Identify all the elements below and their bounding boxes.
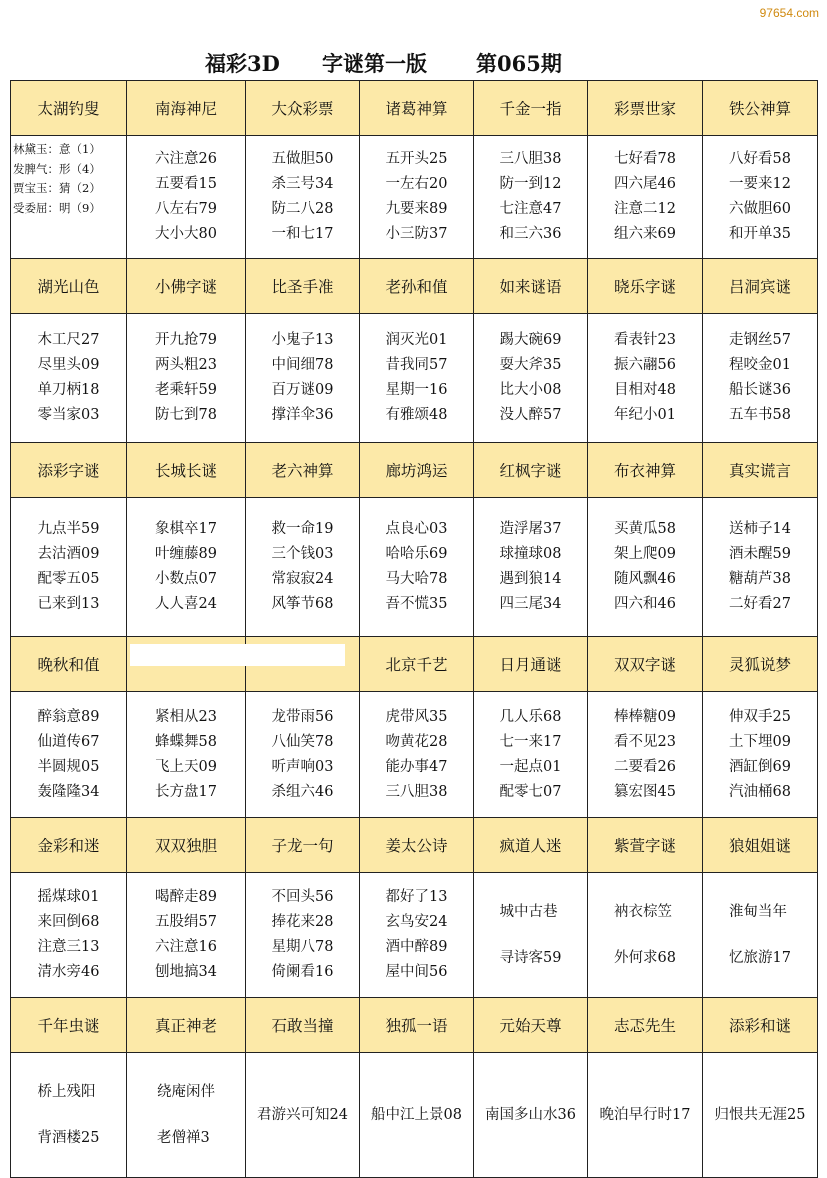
- riddle-line: 归恨共无涯25: [714, 1106, 806, 1123]
- riddle-line: 小三防37: [385, 226, 448, 242]
- riddle-line: 五做胆50: [271, 151, 334, 167]
- riddle-line: 酒缸倒69: [729, 758, 791, 775]
- riddle-line: 九要来89: [385, 201, 448, 217]
- riddle-line: 防一到12: [499, 176, 562, 192]
- riddle-line: 刨地搞34: [155, 964, 217, 980]
- riddle-cell: [11, 873, 127, 998]
- riddle-cell: [588, 873, 703, 998]
- riddle-line: 老僧禅3: [157, 1130, 210, 1146]
- column-header: 大众彩票: [246, 81, 360, 136]
- riddle-line: 都好了13: [385, 889, 448, 905]
- riddle-line: 轰隆隆34: [37, 783, 100, 800]
- riddle-cell: [474, 314, 588, 443]
- riddle-line: 四六和46: [614, 596, 676, 612]
- riddle-cell: [474, 692, 588, 818]
- riddle-line: 忆旅游17: [729, 950, 791, 966]
- column-header: 添彩和谜: [703, 998, 818, 1053]
- riddle-line: 木工尺27: [37, 332, 100, 348]
- header-row: [11, 81, 818, 136]
- riddle-line: 外何求68: [614, 950, 676, 966]
- riddle-cell: [246, 873, 360, 998]
- riddle-cell: [360, 136, 474, 259]
- riddle-line: 半圆规05: [37, 758, 100, 775]
- riddle-cell: [11, 498, 127, 637]
- riddle-line: 已来到13: [37, 596, 100, 612]
- column-header: 紫萱字谜: [588, 818, 703, 873]
- riddle-cell: [474, 498, 588, 637]
- riddle-line: 吾不慌35: [385, 596, 448, 612]
- riddle-line: 六注意16: [155, 939, 217, 955]
- riddle-line: 城中古巷: [499, 904, 558, 920]
- header-row: [11, 443, 818, 498]
- riddle-cell: [246, 314, 360, 443]
- column-header: 老六神算: [246, 443, 360, 498]
- column-header: 千年虫谜: [11, 998, 127, 1053]
- riddle-line: 三个钱03: [271, 546, 334, 562]
- riddle-line: 糖葫芦38: [729, 571, 791, 587]
- riddle-cell: [11, 314, 127, 443]
- riddle-cell: [703, 873, 818, 998]
- title-name: 字谜第一版: [322, 51, 427, 76]
- column-header: 金彩和迷: [11, 818, 127, 873]
- header-row: [11, 998, 818, 1053]
- riddle-line: 淮甸当年: [729, 904, 788, 920]
- riddle-line: 玄鸟安24: [385, 914, 448, 930]
- riddle-line: 零当家03: [37, 407, 100, 423]
- riddle-line: 四三尾34: [499, 596, 562, 612]
- column-header: 真正神老: [127, 998, 246, 1053]
- riddle-cell: [588, 136, 703, 259]
- riddle-line: 三八胆38: [385, 783, 448, 800]
- riddle-line: 星期一16: [385, 382, 448, 398]
- riddle-cell: [703, 314, 818, 443]
- riddle-cell: [474, 873, 588, 998]
- riddle-line: 捧花来28: [271, 914, 334, 930]
- riddle-line: 程咬金01: [729, 357, 791, 373]
- column-header: 添彩字谜: [11, 443, 127, 498]
- riddle-line: 仙道传67: [37, 733, 100, 750]
- riddle-cell: [703, 1053, 818, 1178]
- riddle-line: 背酒楼25: [37, 1130, 100, 1146]
- riddle-line: 五车书58: [729, 407, 791, 423]
- column-header: 元始天尊: [474, 998, 588, 1053]
- riddle-line: 象棋卒17: [155, 521, 217, 537]
- column-header: 小佛字谜: [127, 259, 246, 314]
- riddle-line: 撑洋伞36: [271, 407, 334, 423]
- riddle-line: 踢大碗69: [499, 332, 562, 348]
- riddle-line: 八仙笑78: [271, 733, 334, 750]
- riddle-line: 酒中醉89: [385, 939, 448, 955]
- riddle-line: 棒棒糖09: [614, 708, 676, 725]
- column-header: 子龙一句: [246, 818, 360, 873]
- riddle-line: 目相对48: [614, 382, 676, 398]
- column-header: 长城长谜: [127, 443, 246, 498]
- riddle-line: 喝醉走89: [155, 889, 217, 905]
- column-header: 千金一指: [474, 81, 588, 136]
- riddle-line: 七一来17: [499, 733, 562, 750]
- riddle-line: 虎带风35: [385, 708, 448, 725]
- column-header: 如来谜语: [474, 259, 588, 314]
- riddle-line: 昔我同57: [385, 357, 448, 373]
- riddle-cell: [588, 314, 703, 443]
- riddle-line: 寻诗客59: [499, 950, 562, 966]
- column-header: 真实谎言: [703, 443, 818, 498]
- riddle-line: 防七到78: [155, 407, 217, 423]
- riddle-cell: [127, 692, 246, 818]
- riddle-row: [11, 1053, 818, 1178]
- riddle-line: 五股绢57: [155, 914, 217, 930]
- riddle-line: 晚泊早行时17: [599, 1106, 691, 1123]
- riddle-line: 衲衣棕笠: [614, 904, 673, 920]
- riddle-line: 和三六36: [499, 226, 562, 242]
- riddle-cell: [127, 498, 246, 637]
- riddle-line: 一左右20: [385, 176, 448, 192]
- riddle-line: 造浮屠37: [499, 521, 562, 537]
- riddle-line: 百万谜09: [271, 382, 334, 398]
- riddle-line: 屋中间56: [385, 964, 448, 980]
- title-brand: 福彩3D: [205, 51, 280, 76]
- column-header: 南海神尼: [127, 81, 246, 136]
- riddle-line: 醉翁意89: [37, 708, 100, 725]
- riddle-line: 注意三13: [37, 939, 100, 955]
- riddle-line: 绕庵闲伴: [157, 1084, 215, 1100]
- column-header: 比圣手准: [246, 259, 360, 314]
- column-header: 彩票世家: [588, 81, 703, 136]
- riddle-cell: [127, 314, 246, 443]
- riddle-cell: [703, 498, 818, 637]
- title-issue: 第065期: [476, 51, 562, 76]
- riddle-cell: [360, 498, 474, 637]
- riddle-line: 二要看26: [614, 758, 676, 775]
- riddle-line: 八好看58: [729, 151, 791, 167]
- riddle-line: 和开单35: [729, 226, 791, 242]
- riddle-line: 哈哈乐69: [385, 546, 448, 562]
- riddle-cell: [127, 1053, 246, 1178]
- riddle-row: [11, 314, 818, 443]
- riddle-line: 土下埋09: [729, 733, 791, 750]
- header-row: [11, 259, 818, 314]
- riddle-line: 汽油桶68: [729, 783, 791, 800]
- riddle-line: 五开头25: [385, 151, 448, 167]
- riddle-line: 来回倒68: [37, 914, 100, 930]
- riddle-line: 七注意47: [499, 201, 562, 217]
- site-watermark: 97654.com: [759, 6, 819, 20]
- column-header: 志忑先生: [588, 998, 703, 1053]
- riddle-line: 听声响03: [271, 758, 334, 775]
- riddle-line: 有雅颂48: [385, 407, 448, 423]
- riddle-line: 润灭光01: [385, 332, 448, 348]
- riddle-line: 不回头56: [271, 889, 334, 905]
- riddle-cell: [11, 1053, 127, 1178]
- column-header: 日月通谜: [474, 637, 588, 692]
- riddle-cell: [360, 692, 474, 818]
- riddle-line: 吻黄花28: [385, 733, 448, 750]
- riddle-cell: [246, 498, 360, 637]
- riddle-line: 救一命19: [271, 521, 334, 537]
- riddle-line: 老乘轩59: [155, 382, 217, 398]
- riddle-cell: [588, 498, 703, 637]
- riddle-line: 防二八28: [271, 201, 334, 217]
- riddle-line: 一和七17: [271, 226, 334, 242]
- riddle-line: 南国多山水36: [485, 1106, 576, 1123]
- riddle-line: 一起点01: [499, 758, 562, 775]
- column-header: 疯道人迷: [474, 818, 588, 873]
- riddle-line: 尽里头09: [37, 357, 100, 373]
- riddle-line: 飞上天09: [155, 758, 217, 775]
- riddle-line: 配零七07: [499, 783, 562, 800]
- riddle-cell: [246, 136, 360, 259]
- riddle-line: 点良心03: [385, 521, 448, 537]
- riddle-line: 小数点07: [155, 571, 217, 587]
- riddle-line: 七好看78: [614, 151, 676, 167]
- column-header: 双双字谜: [588, 637, 703, 692]
- riddle-line: 大小大80: [155, 226, 217, 242]
- column-header: 布衣神算: [588, 443, 703, 498]
- riddle-line: 人人喜24: [155, 596, 217, 612]
- obscured-area: [130, 644, 345, 666]
- riddle-line: 几人乐68: [499, 708, 562, 725]
- riddle-line: 没人醉57: [499, 407, 562, 423]
- riddle-line: 振六翮56: [614, 357, 676, 373]
- riddle-line: 伸双手25: [729, 708, 791, 725]
- riddle-line: 船中江上景08: [371, 1106, 462, 1123]
- riddle-line: 开九抢79: [155, 332, 217, 348]
- riddle-line: 紧相从23: [155, 708, 217, 725]
- riddle-row: [11, 873, 818, 998]
- column-header: 姜太公诗: [360, 818, 474, 873]
- riddle-line: 三八胆38: [499, 151, 562, 167]
- riddle-cell: [246, 692, 360, 818]
- riddle-line: 中间细78: [271, 357, 334, 373]
- riddle-line: 球撞球08: [499, 546, 562, 562]
- riddle-line: 酒未醒59: [729, 546, 791, 562]
- riddle-line: 架上爬09: [614, 546, 676, 562]
- riddle-line: 单刀柄18: [37, 382, 100, 398]
- column-header: 双双独胆: [127, 818, 246, 873]
- riddle-line: 四六尾46: [614, 176, 676, 192]
- riddle-line: 买黄瓜58: [614, 521, 676, 537]
- column-header: 灵狐说梦: [703, 637, 818, 692]
- riddle-line: 八左右79: [155, 201, 217, 217]
- riddle-line: 看不见23: [614, 733, 676, 750]
- riddle-line: 六注意26: [155, 151, 217, 167]
- riddle-line: 摇煤球01: [37, 889, 100, 905]
- riddle-line: 小鬼子13: [271, 332, 334, 348]
- riddle-line: 长方盘17: [155, 783, 217, 800]
- riddle-line: 倚阑看16: [271, 964, 334, 980]
- riddle-line: 杀组六46: [271, 783, 334, 800]
- riddle-line: 遇到狼14: [499, 571, 562, 587]
- riddle-line: 船长谜36: [729, 382, 791, 398]
- column-header: 狼姐姐谜: [703, 818, 818, 873]
- riddle-line: 发脾气：形（4）: [13, 161, 101, 176]
- riddle-line: 走钢丝57: [729, 332, 791, 348]
- riddle-cell: [246, 1053, 360, 1178]
- riddle-cell: [127, 136, 246, 259]
- riddle-line: 常寂寂24: [271, 571, 334, 587]
- riddle-cell: [11, 136, 127, 259]
- riddle-row: [11, 498, 818, 637]
- column-header: 独孤一语: [360, 998, 474, 1053]
- riddle-line: 随风飘46: [614, 571, 676, 587]
- riddle-line: 二好看27: [729, 596, 791, 612]
- riddle-cell: [360, 1053, 474, 1178]
- riddle-cell: [703, 136, 818, 259]
- column-header: 晓乐字谜: [588, 259, 703, 314]
- riddle-cell: [474, 1053, 588, 1178]
- column-header: 廊坊鸿运: [360, 443, 474, 498]
- riddle-row: [11, 136, 818, 259]
- riddle-line: 清水旁46: [37, 964, 100, 980]
- riddle-line: 比大小08: [499, 382, 562, 398]
- riddle-cell: [360, 873, 474, 998]
- column-header: 晚秋和值: [11, 637, 127, 692]
- riddle-cell: [11, 692, 127, 818]
- riddle-line: 去沽酒09: [37, 546, 100, 562]
- riddle-table: [10, 80, 818, 1178]
- riddle-line: 两头粗23: [155, 357, 217, 373]
- riddle-line: 六做胆60: [729, 201, 791, 217]
- page-title: [0, 44, 827, 78]
- column-header: 红枫字谜: [474, 443, 588, 498]
- column-header: 湖光山色: [11, 259, 127, 314]
- column-header: 吕洞宾谜: [703, 259, 818, 314]
- riddle-cell: [360, 314, 474, 443]
- riddle-line: 九点半59: [37, 521, 100, 537]
- riddle-line: 受委屈：明（9）: [13, 200, 101, 215]
- column-header: 太湖钓叟: [11, 81, 127, 136]
- riddle-cell: [588, 692, 703, 818]
- riddle-line: 星期八78: [271, 939, 334, 955]
- riddle-line: 蜂蝶舞58: [155, 733, 217, 750]
- riddle-line: 看表针23: [614, 332, 676, 348]
- riddle-line: 贾宝玉：猜（2）: [13, 181, 101, 195]
- column-header: 北京千艺: [360, 637, 474, 692]
- riddle-line: 能办事47: [385, 758, 448, 775]
- riddle-line: 君游兴可知24: [257, 1106, 348, 1123]
- riddle-line: 篡宏图45: [614, 783, 676, 800]
- riddle-line: 风筝节68: [271, 596, 334, 612]
- riddle-line: 杀三号34: [271, 176, 334, 192]
- riddle-cell: [588, 1053, 703, 1178]
- riddle-line: 耍大斧35: [499, 357, 562, 373]
- riddle-line: 五要看15: [155, 176, 217, 192]
- column-header: 诸葛神算: [360, 81, 474, 136]
- riddle-row: [11, 692, 818, 818]
- riddle-line: 配零五05: [37, 571, 100, 587]
- header-row: [11, 818, 818, 873]
- riddle-cell: [474, 136, 588, 259]
- riddle-cell: [127, 873, 246, 998]
- riddle-line: 年纪小01: [614, 407, 676, 423]
- riddle-line: 林黛玉：意（1）: [13, 142, 101, 156]
- column-header: 老孙和值: [360, 259, 474, 314]
- riddle-line: 送柿子14: [729, 521, 791, 537]
- riddle-line: 桥上残阳: [37, 1084, 96, 1100]
- column-header: 铁公神算: [703, 81, 818, 136]
- riddle-line: 马大哈78: [385, 571, 448, 587]
- riddle-line: 注意二12: [614, 201, 676, 217]
- riddle-line: 一要来12: [729, 176, 791, 192]
- riddle-line: 组六来69: [614, 226, 676, 242]
- riddle-cell: [703, 692, 818, 818]
- riddle-line: 叶缠藤89: [155, 546, 217, 562]
- riddle-line: 龙带雨56: [271, 708, 334, 725]
- column-header: 石敢当撞: [246, 998, 360, 1053]
